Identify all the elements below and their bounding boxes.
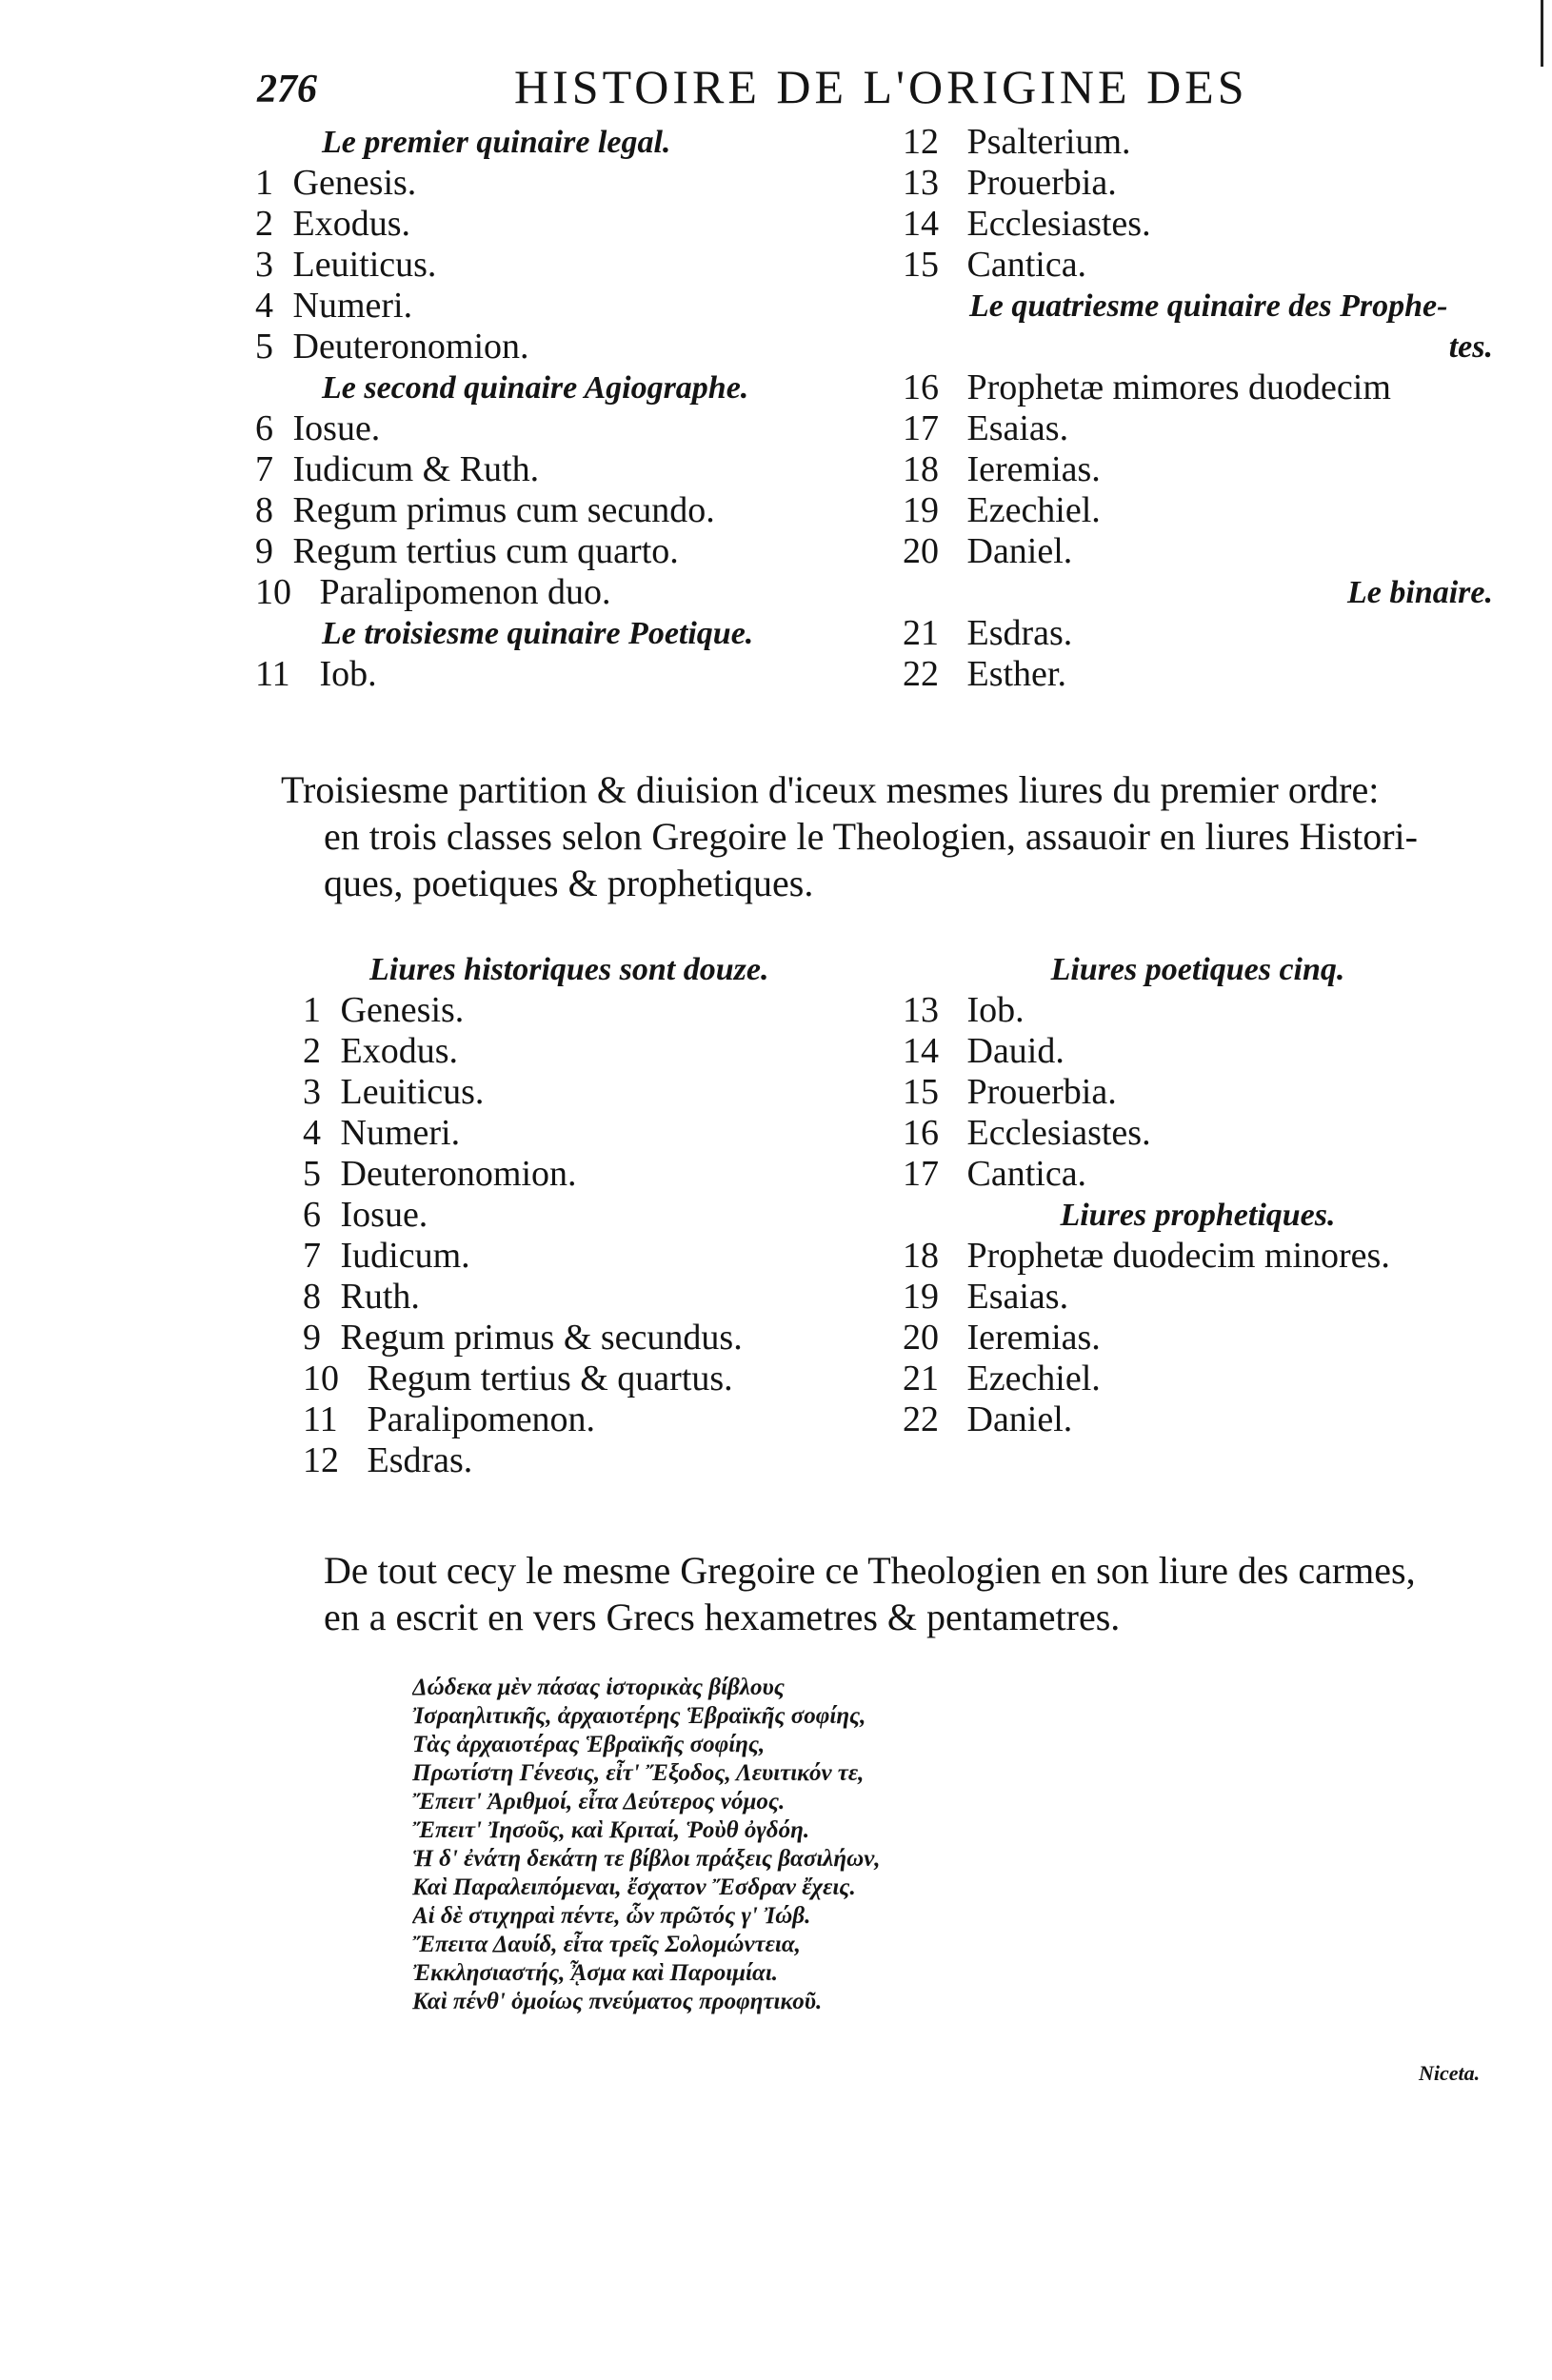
book-title: Leuiticus. [292, 245, 437, 285]
book-title: Daniel. [966, 531, 1073, 571]
section-heading: Le second quinaire Agiographe. [322, 370, 749, 406]
table2-left-column [303, 949, 874, 1481]
paragraph-line: De tout cecy le mesme Gregoire ce Theologien en son liure des carmes, [324, 1549, 1416, 1592]
book-number: 20 [903, 1318, 939, 1358]
book-list-item [903, 367, 1493, 408]
book-number: 4 [303, 1113, 321, 1153]
book-list-item [255, 531, 865, 572]
book-number: 21 [903, 1359, 939, 1398]
book-list-item [303, 1154, 874, 1195]
book-title: Regum primus cum secundo. [292, 490, 715, 530]
book-list-item [903, 122, 1493, 163]
book-number: 9 [255, 531, 273, 571]
book-list-item [255, 204, 865, 245]
book-title: Exodus. [340, 1031, 458, 1071]
book-number: 4 [255, 286, 273, 326]
greek-verse-line: Πρωτίστη Γένεσις, εἶτ' Ἔξοδος, Λευιτικόν τε, [412, 1760, 865, 1786]
book-list-item [255, 286, 865, 327]
book-title: Cantica. [966, 1154, 1087, 1194]
paragraph-line: en trois classes selon Gregoire le Theologien, assauoir en liures Histori- [324, 815, 1418, 858]
section-heading: Le binaire. [1347, 575, 1493, 610]
page-edge-rule [1541, 0, 1543, 67]
book-number: 22 [903, 1399, 939, 1439]
book-number: 12 [903, 122, 939, 162]
book-number: 8 [303, 1277, 321, 1317]
greek-verse-line: Καὶ Παραλειπόμεναι, ἔσχατον Ἔσδραν ἔχεις. [412, 1874, 856, 1900]
greek-verse-line: Τὰς ἀρχαιοτέρας Ἑβραϊκῆς σοφίης, [412, 1732, 766, 1757]
book-number: 2 [303, 1031, 321, 1071]
book-number: 15 [903, 1072, 939, 1112]
book-number: 1 [255, 163, 273, 203]
book-list-item [903, 1359, 1493, 1399]
book-list-item [303, 1113, 874, 1154]
table1-left-column [255, 122, 865, 695]
book-title: Esdras. [966, 613, 1073, 653]
book-number: 1 [303, 990, 321, 1030]
book-title: Psalterium. [966, 122, 1131, 162]
book-title: Numeri. [292, 286, 413, 326]
book-number: 5 [303, 1154, 321, 1194]
section-heading: Le premier quinaire legal. [322, 125, 671, 160]
book-number: 14 [903, 204, 939, 244]
book-title: Exodus. [292, 204, 410, 244]
book-number: 19 [903, 1277, 939, 1317]
greek-verse-line: Ἔπειτ' Ἀριθμοί, εἶτα Δεύτερος νόμος. [412, 1789, 786, 1815]
book-number: 17 [903, 408, 939, 448]
book-list-item [255, 654, 865, 695]
book-list-item [903, 531, 1493, 572]
book-list-item [903, 1318, 1493, 1359]
book-list-item [255, 572, 865, 613]
book-number: 11 [255, 654, 290, 694]
book-list-item [903, 1236, 1493, 1277]
book-number: 17 [903, 1154, 939, 1194]
section-heading: Le quatriesme quinaire des Prophe- [969, 288, 1448, 324]
greek-verse-line: Ἡ δ' ἐνάτη δεκάτη τε βίβλοι πράξεις βασιλήων, [412, 1846, 881, 1872]
paragraph-line: ques, poetiques & prophetiques. [324, 862, 814, 904]
greek-verse-line: Δώδεκα μὲν πάσας ἱστορικὰς βίβλους [412, 1675, 785, 1700]
book-list-item [903, 613, 1493, 654]
book-number: 13 [903, 990, 939, 1030]
book-number: 15 [903, 245, 939, 285]
book-list-item [903, 163, 1493, 204]
book-list-item [903, 408, 1493, 449]
book-title: Iob. [319, 654, 377, 694]
book-number: 16 [903, 367, 939, 407]
section-heading: tes. [1448, 329, 1493, 365]
section-heading: Liures prophetiques. [1060, 1198, 1336, 1233]
book-number: 6 [255, 408, 273, 448]
book-list-item [903, 1031, 1493, 1072]
book-list-item [903, 1277, 1493, 1318]
book-title: Iudicum & Ruth. [292, 449, 540, 489]
book-title: Iosue. [292, 408, 381, 448]
book-list-item [303, 990, 874, 1031]
book-title: Regum primus & secundus. [340, 1318, 743, 1358]
book-title: Ezechiel. [966, 490, 1101, 530]
book-title: Ecclesiastes. [966, 204, 1151, 244]
book-list-item [303, 1318, 874, 1359]
book-number: 19 [903, 490, 939, 530]
book-list-item [303, 1359, 874, 1399]
book-list-item [903, 449, 1493, 490]
book-number: 18 [903, 449, 939, 489]
book-title: Numeri. [340, 1113, 461, 1153]
book-number: 5 [255, 327, 273, 367]
book-number: 6 [303, 1195, 321, 1235]
greek-verse-line: Ἐκκλησιαστής, ᾎσμα καὶ Παροιμίαι. [412, 1960, 779, 1986]
book-number: 12 [303, 1440, 339, 1480]
book-list-item [255, 490, 865, 531]
book-list-item [903, 654, 1493, 695]
book-number: 13 [903, 163, 939, 203]
running-title: HISTOIRE DE L'ORIGINE DES [514, 60, 1248, 113]
book-title: Iosue. [340, 1195, 428, 1235]
book-list-item [255, 408, 865, 449]
book-list-item [903, 1399, 1493, 1440]
book-title: Paralipomenon. [367, 1399, 596, 1439]
paragraph-line: Troisiesme partition & diuision d'iceux mesmes liures du premier ordre: [281, 768, 1380, 811]
book-number: 21 [903, 613, 939, 653]
book-number: 10 [255, 572, 291, 612]
book-title: Deuteronomion. [340, 1154, 577, 1194]
greek-verse-line: Ἰσραηλιτικῆς, ἀρχαιοτέρης Ἑβραϊκῆς σοφίης, [412, 1703, 866, 1729]
book-list-item [903, 990, 1493, 1031]
book-number: 20 [903, 531, 939, 571]
book-list-item [255, 245, 865, 286]
book-title: Deuteronomion. [292, 327, 529, 367]
book-title: Leuiticus. [340, 1072, 485, 1112]
section-heading: Le troisiesme quinaire Poetique. [322, 616, 754, 651]
paragraph-third-partition [281, 766, 1519, 906]
page-header [257, 59, 1304, 116]
greek-verse-line: Ἔπειτα Δαυίδ, εἶτα τρεῖς Σολομώντεια, [412, 1932, 801, 1957]
book-title: Cantica. [966, 245, 1087, 285]
book-list-item [303, 1072, 874, 1113]
paragraph-line: en a escrit en vers Grecs hexametres & pentametres. [324, 1596, 1121, 1638]
book-number: 9 [303, 1318, 321, 1358]
book-title: Esaias. [966, 408, 1069, 448]
book-number: 22 [903, 654, 939, 694]
book-list-item [303, 1440, 874, 1481]
table2-right-column [903, 949, 1493, 1440]
book-title: Dauid. [966, 1031, 1065, 1071]
book-title: Iob. [966, 990, 1025, 1030]
book-title: Prophetæ mimores duodecim [966, 367, 1391, 407]
book-list-item [903, 204, 1493, 245]
book-list-item [903, 245, 1493, 286]
greek-verse-line: Αἱ δὲ στιχηραὶ πέντε, ὧν πρῶτός γ' Ἰώβ. [412, 1903, 811, 1929]
book-title: Esther. [966, 654, 1066, 694]
section-heading: Liures historiques sont douze. [369, 952, 769, 987]
book-title: Esdras. [367, 1440, 473, 1480]
book-title: Esaias. [966, 1277, 1069, 1317]
book-list-item [903, 490, 1493, 531]
book-number: 18 [903, 1236, 939, 1276]
book-list-item [303, 1195, 874, 1236]
book-list-item [303, 1031, 874, 1072]
book-title: Ieremias. [966, 449, 1101, 489]
section-heading: Liures poetiques cinq. [1050, 952, 1345, 987]
book-list-item [303, 1399, 874, 1440]
book-title: Paralipomenon duo. [319, 572, 611, 612]
book-list-item [903, 1113, 1493, 1154]
book-number: 3 [255, 245, 273, 285]
book-title: Iudicum. [340, 1236, 470, 1276]
book-title: Prouerbia. [966, 163, 1117, 203]
greek-verse-line: Ἔπειτ' Ἰησοῦς, καὶ Κριταί, Ῥοὺθ ὀγδόη. [412, 1817, 810, 1843]
book-number: 8 [255, 490, 273, 530]
book-list-item [255, 327, 865, 367]
book-title: Regum tertius & quartus. [367, 1359, 733, 1398]
book-list-item [903, 1154, 1493, 1195]
book-number: 10 [303, 1359, 339, 1398]
greek-verse-line: Καὶ πένθ' ὁμοίως πνεύματος προφητικοῦ. [412, 1989, 823, 2014]
book-list-item [903, 1072, 1493, 1113]
margin-note: Niceta. [1419, 2061, 1481, 2085]
book-title: Ieremias. [966, 1318, 1101, 1358]
book-title: Genesis. [340, 990, 465, 1030]
book-number: 7 [255, 449, 273, 489]
book-list-item [255, 449, 865, 490]
book-title: Genesis. [292, 163, 417, 203]
book-number: 3 [303, 1072, 321, 1112]
book-title: Ezechiel. [966, 1359, 1101, 1398]
book-number: 11 [303, 1399, 338, 1439]
page-number: 276 [257, 68, 317, 111]
book-title: Prouerbia. [966, 1072, 1117, 1112]
table1-right-column [903, 122, 1493, 695]
book-title: Ecclesiastes. [966, 1113, 1151, 1153]
book-number: 14 [903, 1031, 939, 1071]
greek-verse-block [412, 1674, 1003, 2016]
book-number: 16 [903, 1113, 939, 1153]
book-number: 7 [303, 1236, 321, 1276]
book-title: Prophetæ duodecim minores. [966, 1236, 1390, 1276]
paragraph-gregory-verses [324, 1547, 1533, 1640]
book-list-item [303, 1277, 874, 1318]
book-list-item [303, 1236, 874, 1277]
book-title: Ruth. [340, 1277, 420, 1317]
book-list-item [255, 163, 865, 204]
book-number: 2 [255, 204, 273, 244]
book-title: Regum tertius cum quarto. [292, 531, 679, 571]
book-title: Daniel. [966, 1399, 1073, 1439]
